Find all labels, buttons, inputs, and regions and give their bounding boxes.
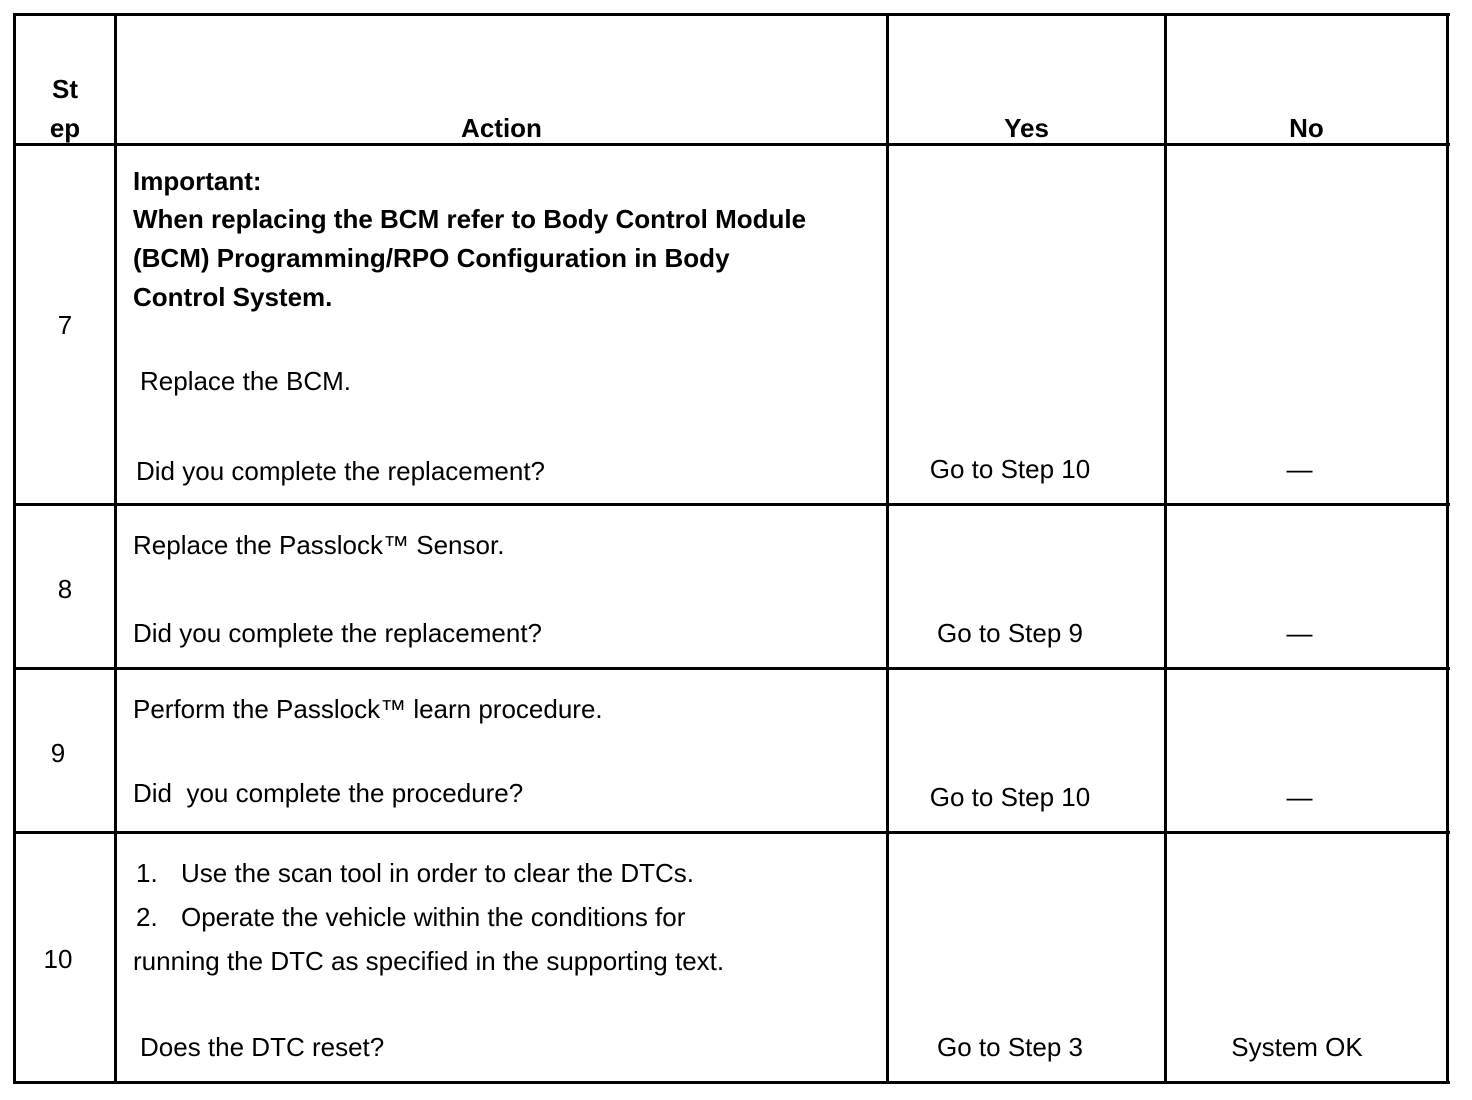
list-item-text: Operate the vehicle within the conditions for xyxy=(181,902,686,932)
no-result: System OK xyxy=(1231,1032,1363,1062)
important-label: Important: xyxy=(133,166,262,196)
yes-result: Go to Step 10 xyxy=(929,454,1091,484)
question-text: Does the DTC reset? xyxy=(140,1032,385,1062)
step-number: 8 xyxy=(57,574,73,604)
no-result: — xyxy=(1286,618,1313,648)
header-divider xyxy=(13,143,1450,146)
step-number: 7 xyxy=(57,310,73,340)
col-divider-step-action xyxy=(114,13,117,1084)
row-divider-8-9 xyxy=(13,667,1450,670)
yes-result: Go to Step 3 xyxy=(937,1032,1083,1062)
no-result: — xyxy=(1286,782,1313,812)
continuation-text: running the DTC as specified in the supporting text. xyxy=(133,946,725,976)
question-text: Did you complete the procedure? xyxy=(133,778,524,808)
table-border-left xyxy=(13,13,16,1084)
col-divider-yes-no xyxy=(1164,13,1167,1084)
step-number: 9 xyxy=(50,738,66,768)
table-border-top xyxy=(13,13,1450,16)
header-yes: Yes xyxy=(1004,113,1049,143)
header-step-line1: St xyxy=(52,74,78,104)
question-text: Did you complete the replacement? xyxy=(133,618,543,648)
yes-result: Go to Step 9 xyxy=(937,618,1083,648)
table-border-right xyxy=(1446,13,1449,1084)
table-border-bottom xyxy=(13,1081,1450,1084)
row-divider-9-10 xyxy=(13,831,1450,834)
no-result: — xyxy=(1286,454,1313,484)
col-divider-action-yes xyxy=(886,13,889,1084)
header-step-line2: ep xyxy=(49,113,81,143)
instruction-text: Perform the Passlock™ learn procedure. xyxy=(133,694,603,724)
important-note-line: Control System. xyxy=(133,282,333,312)
header-no: No xyxy=(1289,113,1324,143)
row-divider-7-8 xyxy=(13,503,1450,506)
list-item-number: 2. xyxy=(136,902,158,932)
important-note-line: (BCM) Programming/RPO Configuration in Body xyxy=(133,243,730,273)
list-item-text: Use the scan tool in order to clear the DTCs. xyxy=(181,858,695,888)
yes-result: Go to Step 10 xyxy=(929,782,1091,812)
question-text: Did you complete the replacement? xyxy=(136,456,546,486)
list-item-number: 1. xyxy=(136,858,158,888)
step-number: 10 xyxy=(43,944,73,974)
instruction-text: Replace the BCM. xyxy=(140,366,351,396)
important-note-line: When replacing the BCM refer to Body Control Module xyxy=(133,204,807,234)
instruction-text: Replace the Passlock™ Sensor. xyxy=(133,530,505,560)
header-action: Action xyxy=(461,113,542,143)
